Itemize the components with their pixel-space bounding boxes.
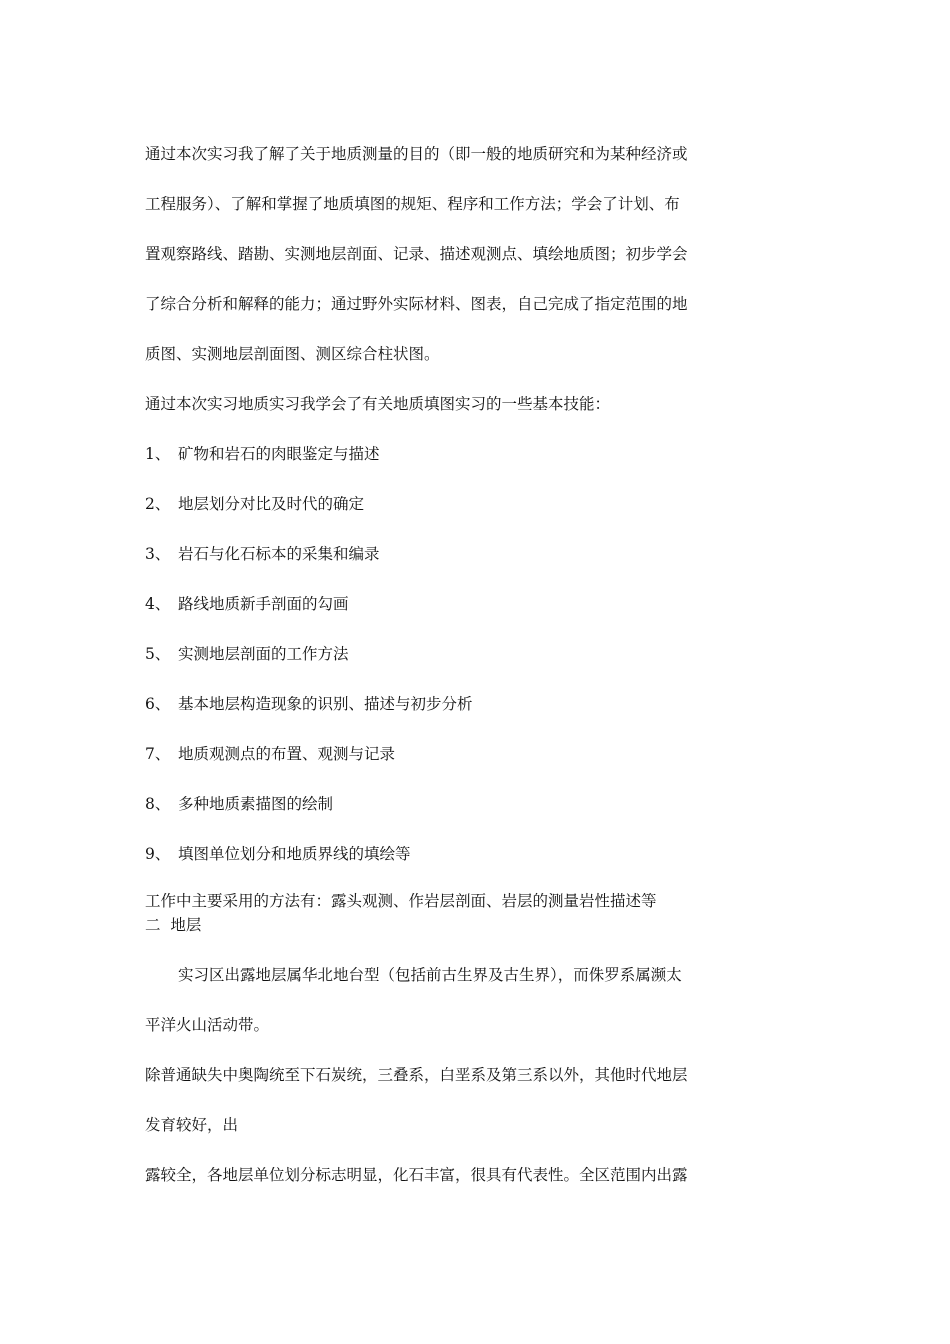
skill-text: 地质观测点的布置、观测与记录 xyxy=(178,745,396,763)
skill-number: 2、 xyxy=(145,495,171,513)
methods-text: 工作中主要采用的方法有：露头观测、作岩层剖面、岩层的测量岩性描述等 xyxy=(145,892,657,910)
skill-number: 7、 xyxy=(145,745,171,763)
skill-text: 矿物和岩石的肉眼鉴定与描述 xyxy=(178,445,380,463)
skill-text: 实测地层剖面的工作方法 xyxy=(178,645,349,663)
skill-text: 基本地层构造现象的识别、描述与初步分析 xyxy=(178,695,473,713)
intro-line-3: 置观察路线、踏勘、实测地层剖面、记录、描述观测点、填绘地质图；初步学会 xyxy=(145,245,688,263)
skill-text: 路线地质新手剖面的勾画 xyxy=(178,595,349,613)
skill-number: 8、 xyxy=(145,795,171,813)
intro-line-1: 通过本次实习我了解了关于地质测量的目的（即一般的地质研究和为某种经济或 xyxy=(145,145,688,163)
skill-item-5 xyxy=(145,644,349,664)
skill-number: 9、 xyxy=(145,845,171,863)
skill-item-2 xyxy=(145,494,364,514)
skill-text: 多种地质素描图的绘制 xyxy=(178,795,334,813)
intro-line-4: 了综合分析和解释的能力；通过野外实际材料、图表，自己完成了指定范围的地 xyxy=(145,295,688,313)
strata-line-4: 发育较好，出 xyxy=(145,1116,239,1134)
skill-item-1 xyxy=(145,444,380,464)
intro-line-2: 工程服务）、了解和掌握了地质填图的规矩、程序和工作方法；学会了计划、布 xyxy=(145,195,680,213)
intro-line-5: 质图、实测地层剖面图、测区综合柱状图。 xyxy=(145,345,440,363)
skill-number: 6、 xyxy=(145,695,171,713)
skill-item-9 xyxy=(145,844,411,864)
skill-item-8 xyxy=(145,794,333,814)
skill-number: 3、 xyxy=(145,545,171,563)
skill-text: 岩石与化石标本的采集和编录 xyxy=(178,545,380,563)
skill-number: 1、 xyxy=(145,445,171,463)
strata-line-2: 平洋火山活动带。 xyxy=(145,1016,270,1034)
skill-item-3 xyxy=(145,544,380,564)
strata-line-1: 实习区出露地层属华北地台型（包括前古生界及古生界），而侏罗系属濒太 xyxy=(178,966,682,984)
strata-line-5: 露较全，各地层单位划分标志明显，化石丰富，很具有代表性。全区范围内出露 xyxy=(145,1166,688,1184)
skill-item-4 xyxy=(145,594,349,614)
skill-text: 填图单位划分和地质界线的填绘等 xyxy=(178,845,411,863)
skill-item-7 xyxy=(145,744,395,764)
skill-text: 地层划分对比及时代的确定 xyxy=(178,495,365,513)
skill-number: 4、 xyxy=(145,595,171,613)
strata-line-3: 除普通缺失中奥陶统至下石炭统，三叠系，白垩系及第三系以外，其他时代地层 xyxy=(145,1066,688,1084)
section-heading: 二 地层 xyxy=(145,916,202,934)
skill-number: 5、 xyxy=(145,645,171,663)
skill-item-6 xyxy=(145,694,473,714)
skills-intro: 通过本次实习地质实习我学会了有关地质填图实习的一些基本技能： xyxy=(145,395,611,413)
